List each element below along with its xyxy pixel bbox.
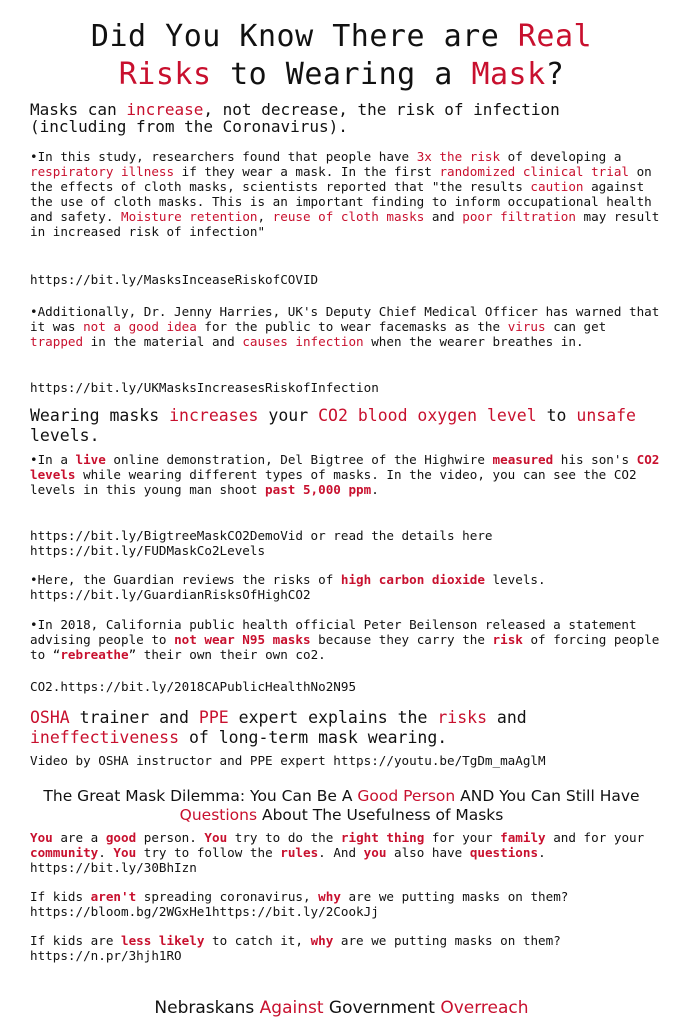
bigtree-paragraph: •In a live online demonstration, Del Bigtree of the Highwire measured his son's CO2 levels while wearing different types of masks. In the video, you can see the CO2 levels in this young man shoot past 5,000 ppm. [30,452,660,497]
harries-link[interactable]: https://bit.ly/UKMasksIncreasesRiskofInfection [30,380,379,395]
good-person-paragraph: You are a good person. You try to do the right thing for your family and for your community. You try to follow the rules. And you also have questions. https://bit.ly/30BhIzn [30,830,645,875]
footer-organization: Nebraskans Against Government Overreach [154,998,529,1018]
bigtree-links[interactable]: https://bit.ly/BigtreeMaskCO2DemoVid or read the details here https://bit.ly/FUDMaskCo2Levels [30,528,493,558]
california-paragraph: •In 2018, California public health official Peter Beilenson released a statement advising people to not wear N95 masks because they carry the risk of forcing people to “rebreathe” their own their own co2. [30,617,660,662]
study-paragraph: •In this study, researchers found that people have 3x the risk of developing a respiratory illness if they wear a mask. In the first randomized clinical trial on the effects of cloth masks, scientists reported that "the results caution against the use of cloth masks. This is an important finding to inform occupational health and safety. Moisture retention, reuse of cloth masks and poor filtration may result in increased risk of infection" [30,149,660,239]
page-title: Did You Know There are Real Risks to Wearing a Mask? [90,19,593,92]
co2-heading: Wearing masks increases your CO2 blood oxygen level to unsafe levels. [30,406,636,445]
kids-catch-paragraph: If kids are less likely to catch it, why are we putting masks on them? https://n.pr/3hjh1RO [30,933,561,963]
osha-video-link[interactable]: Video by OSHA instructor and PPE expert https://youtu.be/TgDm_maAglM [30,753,546,768]
study-link[interactable]: https://bit.ly/MasksInceaseRiskofCOVID [30,272,319,287]
harries-paragraph: •Additionally, Dr. Jenny Harries, UK's Deputy Chief Medical Officer has warned that it was not a good idea for the public to wear facemasks as the virus can get trapped in the material and causes infection when the wearer breathes in. [30,304,660,349]
kids-spreading-link[interactable]: https://bloom.bg/2WGxHe1https://bit.ly/2CookJj [30,904,379,919]
dilemma-heading: The Great Mask Dilemma: You Can Be A Good Person AND You Can Still Have Questions About The Usefulness of Masks [43,787,640,824]
kids-spreading-paragraph: If kids aren't spreading coronavirus, why are we putting masks on them? https://bloom.bg/2WGxHe1https://bit.ly/2CookJj [30,889,569,919]
guardian-link[interactable]: https://bit.ly/GuardianRisksOfHighCO2 [30,587,311,602]
intro-text: Masks can increase, not decrease, the risk of infection (including from the Coronavirus). [30,100,560,136]
guardian-paragraph: •Here, the Guardian reviews the risks of high carbon dioxide levels. https://bit.ly/GuardianRisksOfHighCO2 [30,572,546,602]
kids-catch-link[interactable]: https://n.pr/3hjh1RO [30,948,182,963]
osha-heading: OSHA trainer and PPE expert explains the risks and ineffectiveness of long-term mask wearing. [30,708,527,747]
california-link[interactable]: CO2.https://bit.ly/2018CAPublicHealthNo2N95 [30,679,357,694]
